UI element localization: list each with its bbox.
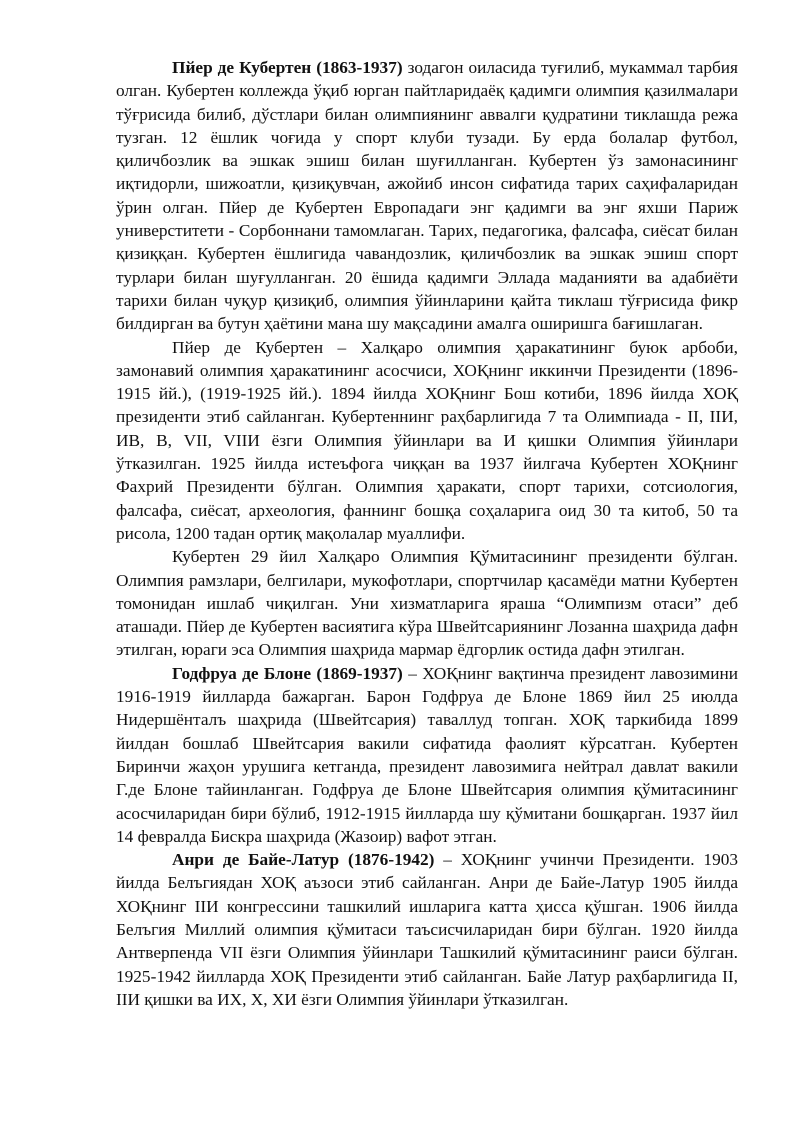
paragraph-text: Пйер де Кубертен – Халқаро олимпия ҳаракатининг буюк арбоби, замонавий олимпия ҳаракатининг асосчиси, ХОҚнинг иккинчи Президенти (1896-1915 йй.), (1919-1925 йй.). 1894 йилда ХОҚнинг Бош котиби, 1896 йилда ХОҚ президенти этиб сайланган. Кубертеннинг раҳбарлигида 7 та Олимпиада - II, IIИ, ИВ, В, VII, VIIИ ёзги Олимпия ўйинлари ва И қишки Олимпия ўйинлари ўтказилган. 1925 йилда истеъфога чиққан ва 1937 йилгача Кубертен ХОҚнинг Фахрий Президенти бўлган. Олимпия ҳаракати, спорт тарихи, сотсиология, фалсафа, сиёсат, археология, фаннинг бошқа соҳаларига оид 30 та китоб, 50 та рисола, 1200 тадан ортиқ мақолалар муаллифи. [116, 337, 738, 543]
heading-blonay: Годфруа де Блоне (1869-1937) [172, 663, 403, 683]
paragraph-text: – ХОҚнинг учинчи Президенти. 1903 йилда Белъгиядан ХОҚ аъзоси этиб сайланган. Анри де Байе-Латур 1905 йилда ХОҚнинг IIИ конгрессини ташкилий ишларига катта ҳисса қўшган. 1906 йилда Белъгия Миллий олимпия қўмитаси таъсисчиларидан бири бўлган. 1920 йилда Антверпенда VII ёзги Олимпия ўйинлари Ташкилий қўмитасининг раиси бўлган. 1925-1942 йилларда ХОҚ Президенти этиб сайланган. Байе Латур раҳбарлигида II, IIИ қишки ва ИХ, Х, ХИ ёзги Олимпия ўйинлари ўтказилган. [116, 850, 738, 1009]
paragraph-text: зодагон оиласида туғилиб, мукаммал тарбия олган. Кубертен коллежда ўқиб юрган пайтларидаёқ қадимги олимпия қазилмалари тўғрисида билиб, дўстлари билан олимпиянинг аввалги қудратини тиклашда режа тузган. 12 ёшлик чоғида у спорт клуби тузади. Бу ерда болалар футбол, қиличбозлик ва эшкак эшиш билан шуғилланган. Кубертен ўз замонасининг иқтидорли, шижоатли, қизиқувчан, ажойиб инсон сифатида тарих саҳифаларидан ўрин олган. Пйер де Кубертен Европадаги энг қадимги ва энг яхши Париж универститети - Сорбоннани тамомлаган. Тарих, педагогика, фалсафа, сиёсат билан қизиққан. Кубертен ёшлигида чавандозлик, қиличбозлик ва эшкак эшиш спорт турлари билан шуғулланган. 20 ёшида қадимги Эллада маданияти ва адабиёти тарихи билан чуқур қизиқиб, олимпия ўйинларини қайта тиклаш тўғрисида фикр билдирган ва бутун ҳаётини мана шу мақсадини амалга оширишга бағишлаган. [116, 58, 738, 334]
paragraph-blonay [116, 662, 738, 848]
paragraph-baillet-latour [116, 848, 738, 1011]
paragraph-coubertin-ioc [116, 336, 738, 546]
paragraph-coubertin-bio [116, 56, 738, 336]
heading-baillet-latour: Анри де Байе-Латур (1876-1942) [172, 850, 435, 870]
heading-coubertin: Пйер де Кубертен (1863-1937) [172, 58, 403, 77]
paragraph-coubertin-legacy [116, 545, 738, 661]
paragraph-text: – ХОҚнинг вақтинча президент лавозимини 1916-1919 йилларда бажарган. Барон Годфруа де Блоне 1869 йил 25 июлда Нидершёнталъ шаҳрида (Швейтсария) таваллуд топган. ХОҚ таркибида 1899 йилдан бошлаб Швейтсария вакили сифатида фаолият кўрсатган. Кубертен Биринчи жаҳон урушига кетганда, президент лавозимига нейтрал давлат вакили Г.де Блоне тайинланган. Годфруа де Блоне Швейтсария олимпия қўмитасининг асосчиларидан бири бўлиб, 1912-1915 йилларда шу қўмитани бошқарган. 1937 йил 14 февралда Бискра шаҳрида (Жазоир) вафот этган. [116, 663, 738, 846]
paragraph-text: Кубертен 29 йил Халқаро Олимпия Қўмитасининг президенти бўлган. Олимпия рамзлари, белгилари, мукофотлари, спортчилар қасамёди матни Кубертен томонидан ишлаб чиқилган. Уни хизматларига яраша “Олимпизм отаси” деб аташади. Пйер де Кубертен васиятига кўра Швейтсариянинг Лозанна шаҳрида дафн этилган, юраги эса Олимпия шаҳрида мармар ёдгорлик остида дафн этилган. [116, 547, 738, 660]
